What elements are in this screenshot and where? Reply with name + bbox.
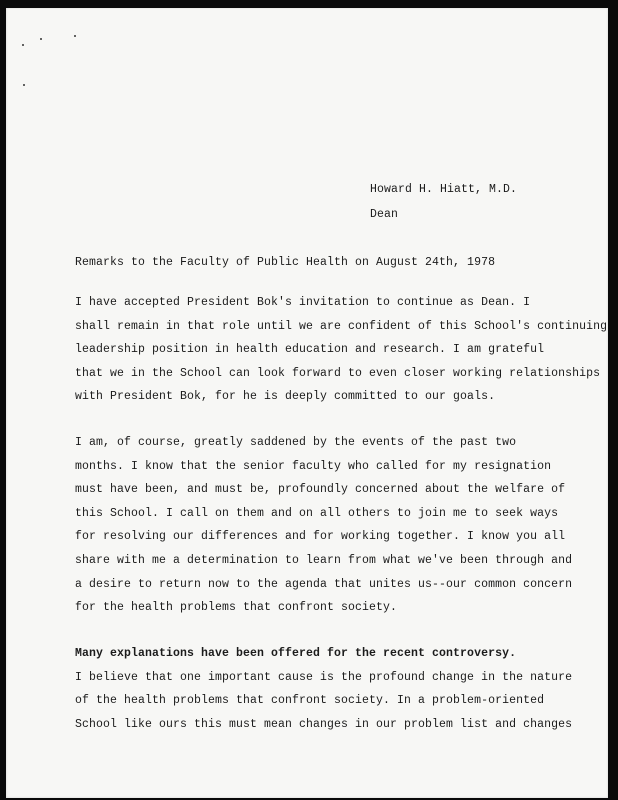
- text-line: shall remain in that role until we are confident of this School's continuing: [75, 319, 608, 333]
- text-line: months. I know that the senior faculty who called for my resignation: [75, 459, 552, 473]
- text-line: for the health problems that confront society.: [75, 601, 398, 615]
- paper-speck: [40, 38, 42, 40]
- author-name: Howard H. Hiatt, M.D.: [370, 183, 518, 196]
- text-line: School like ours this must mean changes in our problem list and changes: [75, 717, 573, 731]
- text-line: share with me a determination to learn from what we've been through and: [75, 553, 573, 567]
- text-line: Many explanations have been offered for the recent controversy.: [75, 647, 517, 660]
- text-line: that we in the School can look forward to even closer working relationships: [75, 366, 601, 380]
- text-line: leadership position in health education and research. I am grateful: [75, 343, 545, 357]
- text-line: for resolving our differences and for working together. I know you all: [75, 530, 566, 544]
- paper-speck: [23, 84, 25, 86]
- paper-speck: [22, 44, 24, 46]
- text-line: must have been, and must be, profoundly concerned about the welfare of: [75, 483, 566, 497]
- text-line: I am, of course, greatly saddened by the events of the past two: [75, 436, 517, 449]
- paragraph-2: [75, 436, 572, 625]
- text-line: I have accepted President Bok's invitation to continue as Dean. I: [75, 296, 531, 309]
- text-line: this School. I call on them and on all others to join me to seek ways: [75, 506, 559, 520]
- remarks-title: Remarks to the Faculty of Public Health on August 24th, 1978: [75, 256, 496, 269]
- paper-speck: [74, 35, 76, 37]
- text-line: I believe that one important cause is the profound change in the nature: [75, 670, 573, 684]
- author-title: Dean: [370, 208, 399, 221]
- paragraph-1: [75, 296, 607, 414]
- text-line: with President Bok, for he is deeply committed to our goals.: [75, 390, 496, 404]
- text-line: of the health problems that confront society. In a problem-oriented: [75, 694, 545, 708]
- text-line: a desire to return now to the agenda that unites us--our common concern: [75, 577, 573, 591]
- document-page: [6, 8, 608, 798]
- paragraph-3: [75, 647, 572, 741]
